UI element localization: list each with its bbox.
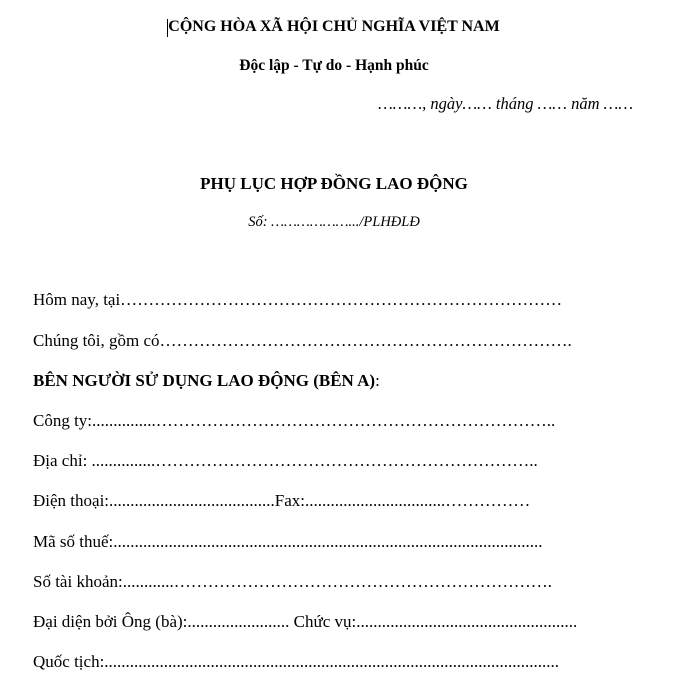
party-a-colon: : xyxy=(375,371,380,390)
nationality-field: Quốc tịch:........................................................................................................... xyxy=(33,652,560,671)
company-field: Công ty:...............…………………………………………………………….. xyxy=(33,411,556,430)
today-at-field: Hôm nay, tại…………………………………………………………………… xyxy=(33,290,563,309)
document-title: PHỤ LỤC HỢP ĐỒNG LAO ĐỘNG xyxy=(200,174,468,193)
country-heading: CỘNG HÒA XÃ HỘI CHỦ NGHĨA VIỆT NAM xyxy=(168,18,500,35)
party-a-heading-line xyxy=(33,371,380,391)
phone-fax-field: Điện thoại:.......................................Fax:.................................…………… xyxy=(33,491,531,510)
account-field: Số tài khoản:............…………………………………………………………. xyxy=(33,572,552,591)
motto-heading: Độc lập - Tự do - Hạnh phúc xyxy=(239,57,429,74)
date-line: ………, ngày…… tháng …… năm …… xyxy=(378,94,633,113)
address-field: Địa chỉ: ...............………………………………………………………….. xyxy=(33,451,538,470)
we-include-field: Chúng tôi, gồm có………………………………………………………………. xyxy=(33,331,572,350)
document-number: Số: ……………….../PLHĐLĐ xyxy=(248,214,420,230)
represented-by-field: Đại diện bởi Ông (bà):........................ Chức vụ:.................................................... xyxy=(33,612,578,631)
party-a-heading: BÊN NGƯỜI SỬ DỤNG LAO ĐỘNG (BÊN A) xyxy=(33,371,376,390)
tax-code-field: Mã số thuế:..................................................................................................... xyxy=(33,532,543,551)
